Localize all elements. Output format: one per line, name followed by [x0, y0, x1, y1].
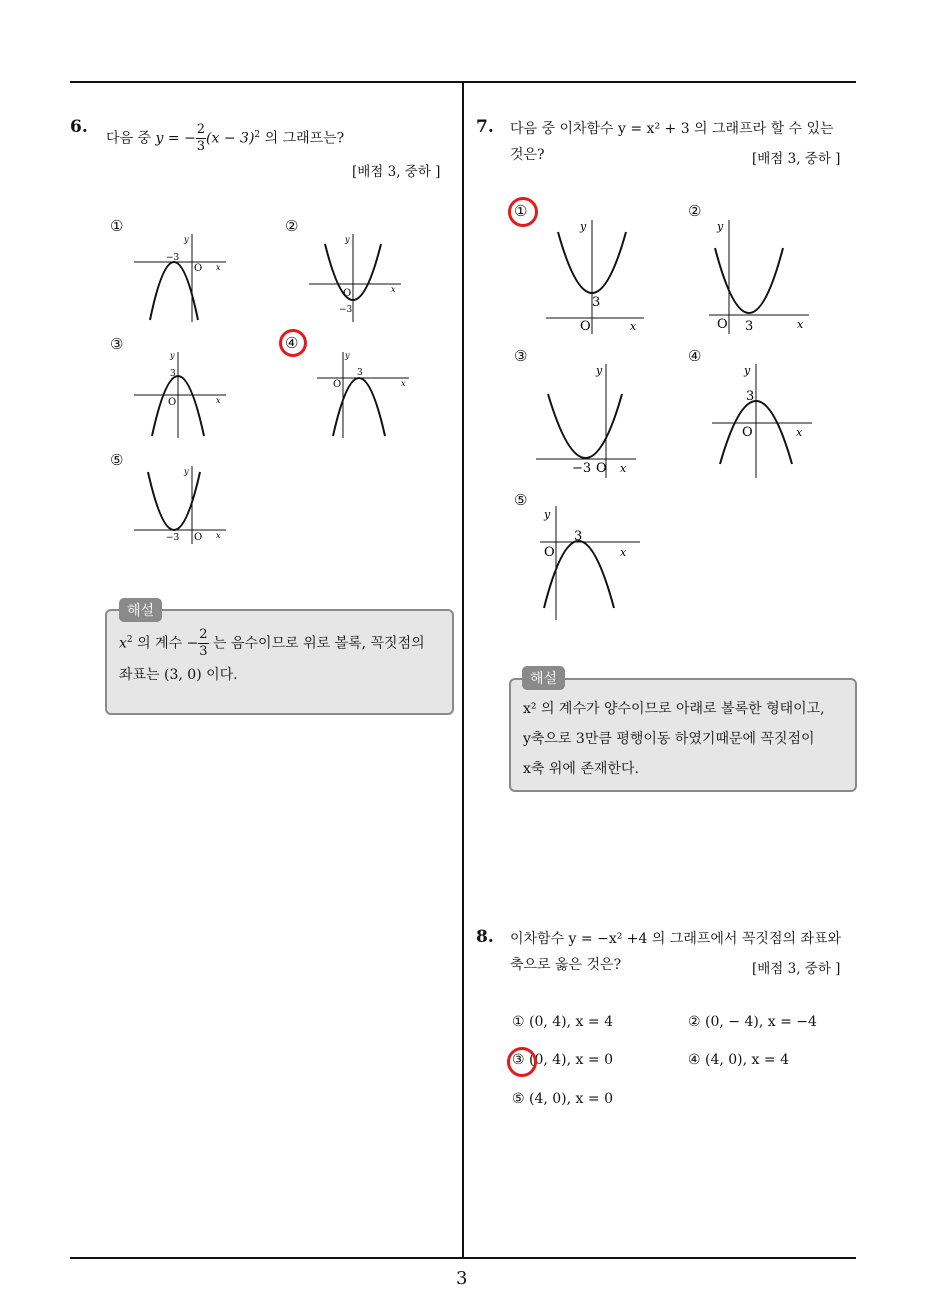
q8-option-5[interactable]: ⑤ (4, 0), x = 0 [512, 1091, 613, 1107]
explanation-line-2: 좌표는 (3, 0) 이다. [119, 667, 238, 684]
q7-option-1-label[interactable]: ① [514, 202, 528, 220]
fraction: $\frac{2}{3}$ [199, 627, 208, 660]
y-axis-label: y [596, 364, 603, 377]
x-axis-label: x [401, 379, 406, 388]
y-axis-label: y [544, 508, 551, 521]
q7-graph-5[interactable] [538, 504, 648, 622]
explanation-line-2: y축으로 3만큼 평행이동 하였기때문에 꼭짓점이 [523, 731, 815, 747]
q7-option-2-label[interactable]: ② [688, 202, 702, 220]
question-7-number: 7. [476, 117, 494, 137]
answer-mark-circle [279, 329, 307, 357]
column-divider [462, 82, 464, 1259]
q7-graph-4[interactable] [708, 362, 818, 480]
question-6-number: 6. [70, 117, 88, 137]
tick-label: 3 [592, 295, 601, 310]
tick-label: 3 [746, 389, 755, 404]
y-axis-label: y [717, 220, 724, 233]
page-number: 3 [456, 1268, 468, 1289]
x-axis-label: x [620, 546, 627, 559]
q8-option-3[interactable]: ③ (0, 4), x = 0 [512, 1052, 613, 1068]
y-axis-label: y [345, 235, 350, 244]
y-axis-label: y [580, 220, 587, 233]
q6-option-1-label[interactable]: ① [110, 217, 124, 235]
question-7-text-line-2: 것은? [510, 147, 545, 163]
q7-explanation-box [509, 678, 857, 792]
bottom-rule [70, 1257, 856, 1259]
x-axis-label: x [797, 318, 804, 331]
q6-option-3-label[interactable]: ③ [110, 335, 124, 353]
origin-label: O [544, 545, 555, 560]
q8-option-2[interactable]: ② (0, − 4), x = −4 [688, 1014, 817, 1030]
question-8-number: 8. [476, 927, 494, 947]
x-axis-label: x [620, 462, 627, 475]
origin-label: O [580, 319, 591, 334]
q8-option-1[interactable]: ① (0, 4), x = 4 [512, 1014, 613, 1030]
origin-label: O [717, 317, 728, 332]
explanation-tag: 해설 [119, 598, 162, 622]
origin-label: O [168, 397, 177, 408]
tick-label: −3 [572, 461, 592, 476]
x-axis-label: x [630, 320, 637, 333]
answer-mark-circle [508, 197, 538, 227]
origin-label: O [333, 379, 342, 390]
y-axis-label: y [345, 351, 350, 360]
x-axis-label: x [216, 263, 221, 272]
q6-graph-2[interactable] [305, 232, 405, 324]
question-8-text-line-1: 이차함수 y = −x² +4 의 그래프에서 꼭짓점의 좌표와 [510, 931, 842, 947]
question-7-text-line-1: 다음 중 이차함수 y = x² + 3 의 그래프라 할 수 있는 [510, 121, 834, 137]
question-7-score: [배점 3, 중하 ] [752, 151, 841, 167]
explanation-tag: 해설 [522, 666, 565, 690]
q7-option-5-label[interactable]: ⑤ [514, 491, 528, 509]
origin-label: O [742, 425, 753, 440]
y-axis-label: y [184, 467, 189, 476]
tick-label: −3 [166, 253, 180, 263]
y-axis-label: y [184, 235, 189, 244]
x-axis-label: x [216, 396, 221, 405]
q6-graph-3[interactable] [130, 348, 230, 440]
explanation-line-3: x축 위에 존재한다. [523, 761, 639, 777]
q7-option-3-label[interactable]: ③ [514, 347, 528, 365]
tick-label: −3 [166, 533, 180, 543]
fraction: $\frac{2}{3}$ [196, 122, 206, 155]
x-axis-label: x [216, 531, 221, 540]
explanation-line-1: $x^2$ 의 계수 − $\frac{2}{3}$ 는 음수이므로 위로 볼록, 꼭짓점의 [119, 627, 425, 660]
q6-option-4-label[interactable]: ④ [285, 334, 299, 352]
q6-option-5-label[interactable]: ⑤ [110, 451, 124, 469]
question-8-score: [배점 3, 중하 ] [752, 961, 841, 977]
origin-label: O [194, 263, 203, 274]
tick-label: 3 [745, 319, 754, 334]
y-axis-label: y [170, 351, 175, 360]
tick-label: −3 [339, 305, 353, 315]
x-axis-label: x [391, 285, 396, 294]
q7-graph-3[interactable] [534, 362, 644, 480]
q6-explanation-box [105, 609, 454, 715]
question-6-text: 다음 중 y = − $\frac{2}{3}$ $(x - 3)^2$ 의 그래프는? [106, 122, 345, 155]
origin-label: O [194, 532, 203, 543]
q7-graph-2[interactable] [705, 218, 815, 336]
q6-graph-1[interactable] [130, 232, 230, 324]
question-8-text-line-2: 축으로 옳은 것은? [510, 957, 622, 973]
explanation-line-1: x² 의 계수가 양수이므로 아래로 볼록한 형태이고, [523, 701, 825, 717]
q7-option-4-label[interactable]: ④ [688, 347, 702, 365]
q8-option-4[interactable]: ④ (4, 0), x = 4 [688, 1052, 789, 1068]
answer-mark-circle [507, 1047, 537, 1077]
origin-label: O [596, 461, 607, 476]
y-axis-label: y [744, 364, 751, 377]
tick-label: 3 [170, 369, 176, 379]
q6-option-2-label[interactable]: ② [285, 217, 299, 235]
origin-label: O [343, 288, 352, 299]
tick-label: 3 [574, 529, 583, 544]
tick-label: 3 [357, 368, 363, 378]
q6-graph-4[interactable] [305, 348, 415, 440]
x-axis-label: x [796, 426, 803, 439]
question-6-score: [배점 3, 중하 ] [352, 164, 441, 180]
q7-graph-1[interactable] [540, 218, 650, 336]
q6-graph-5[interactable] [130, 462, 230, 546]
